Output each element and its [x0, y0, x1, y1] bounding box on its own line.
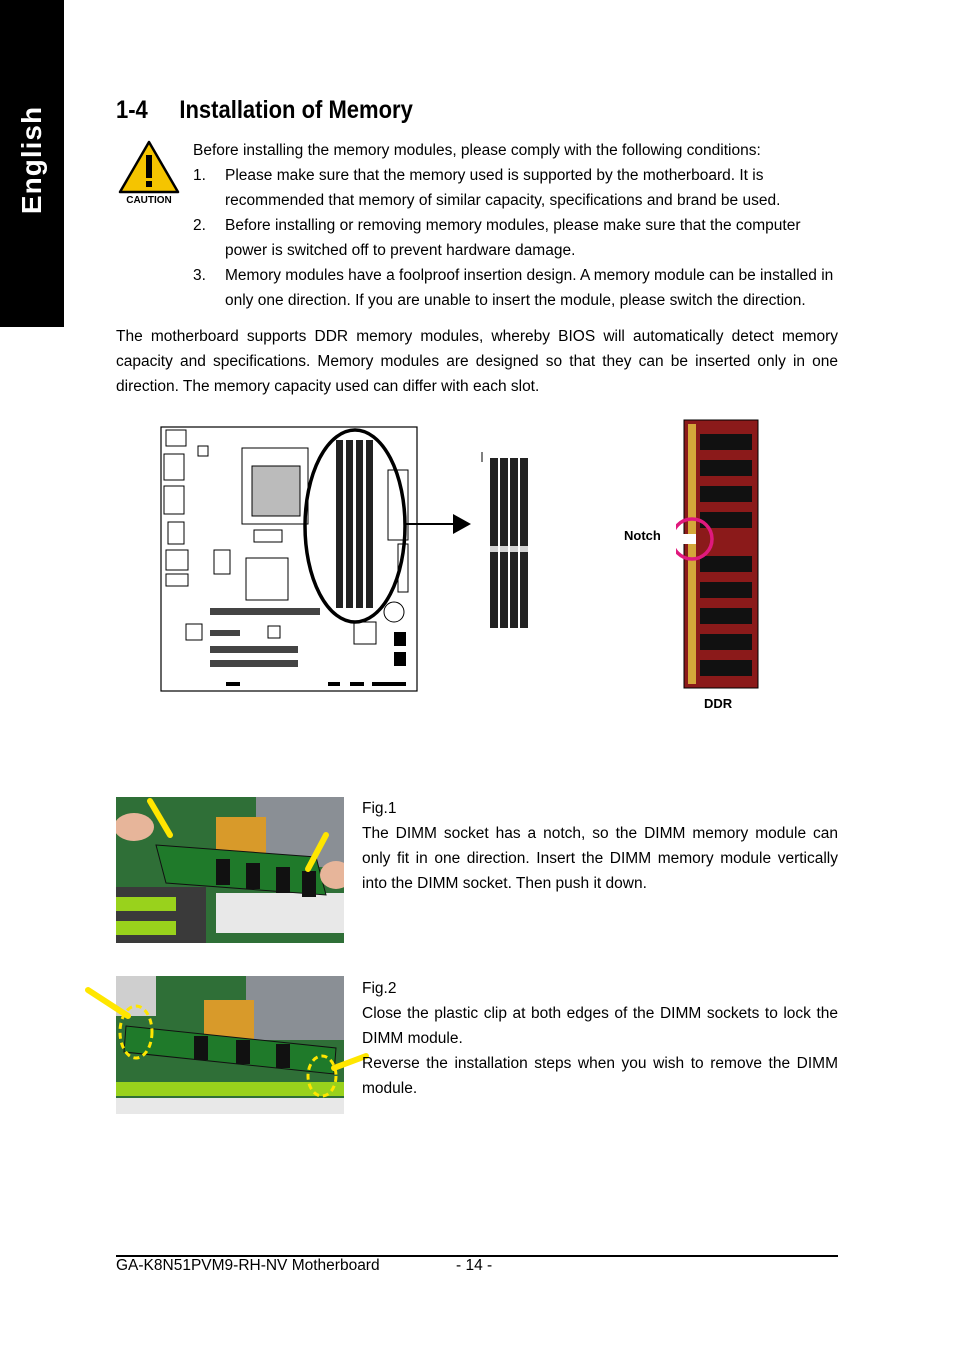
- fig1-text: The DIMM socket has a notch, so the DIMM memory module can only fit in one direction. Insert the DIMM memory module vertically into the DIMM socket. Then push it down.: [362, 825, 838, 892]
- caution-icon: [118, 140, 180, 206]
- pointer-arrow-icon: [84, 986, 134, 1022]
- fig2-caption: [362, 976, 838, 1101]
- side-tab-label: English: [16, 105, 47, 215]
- fig2-label: Fig.2: [362, 980, 397, 997]
- motherboard-diagram: [160, 426, 418, 694]
- fig1-caption: [362, 796, 838, 896]
- arrow-icon: [405, 512, 473, 536]
- conditions-list: [193, 163, 838, 313]
- section-heading: [116, 96, 413, 125]
- section-title: Installation of Memory: [179, 96, 413, 124]
- fig1-label: Fig.1: [362, 800, 397, 817]
- caution-label: CAUTION: [126, 195, 172, 206]
- footer-page-number: - 14 -: [456, 1257, 493, 1274]
- fig1-photo: [116, 797, 344, 943]
- condition-item: 1. Please make sure that the memory used is supported by the motherboard. It is recommended that memory of similar capacity, specifications and brand be used.: [193, 167, 781, 209]
- footer-model: GA-K8N51PVM9-RH-NV Motherboard: [116, 1257, 380, 1274]
- fig2-photo: [116, 976, 344, 1114]
- ddr-module-diagram: [676, 416, 766, 692]
- condition-item: 3. Memory modules have a foolproof insertion design. A memory module can be installed in only one direction. If you are unable to insert the module, please switch the direction.: [193, 267, 834, 309]
- memory-paragraph: The motherboard supports DDR memory modules, whereby BIOS will automatically detect memory capacity and specifications. Memory modules are designed so that they can be inserted only in one direction. The memory capacity used can differ with each slot.: [116, 328, 838, 395]
- condition-item: 2. Before installing or removing memory modules, please make sure that the computer power is switched off to prevent hardware damage.: [193, 217, 801, 259]
- intro-text: Before installing the memory modules, please comply with the following conditions:: [193, 142, 761, 159]
- section-number: 1-4: [116, 96, 148, 124]
- notch-label: Notch: [624, 528, 661, 543]
- fig2-text-2: Reverse the installation steps when you wish to remove the DIMM module.: [362, 1055, 838, 1097]
- ddr-label: DDR: [704, 696, 733, 711]
- dimm-slots-zoom-diagram: [480, 452, 532, 630]
- fig2-text-1: Close the plastic clip at both edges of the DIMM sockets to lock the DIMM module.: [362, 1005, 838, 1047]
- side-tab: [0, 0, 64, 327]
